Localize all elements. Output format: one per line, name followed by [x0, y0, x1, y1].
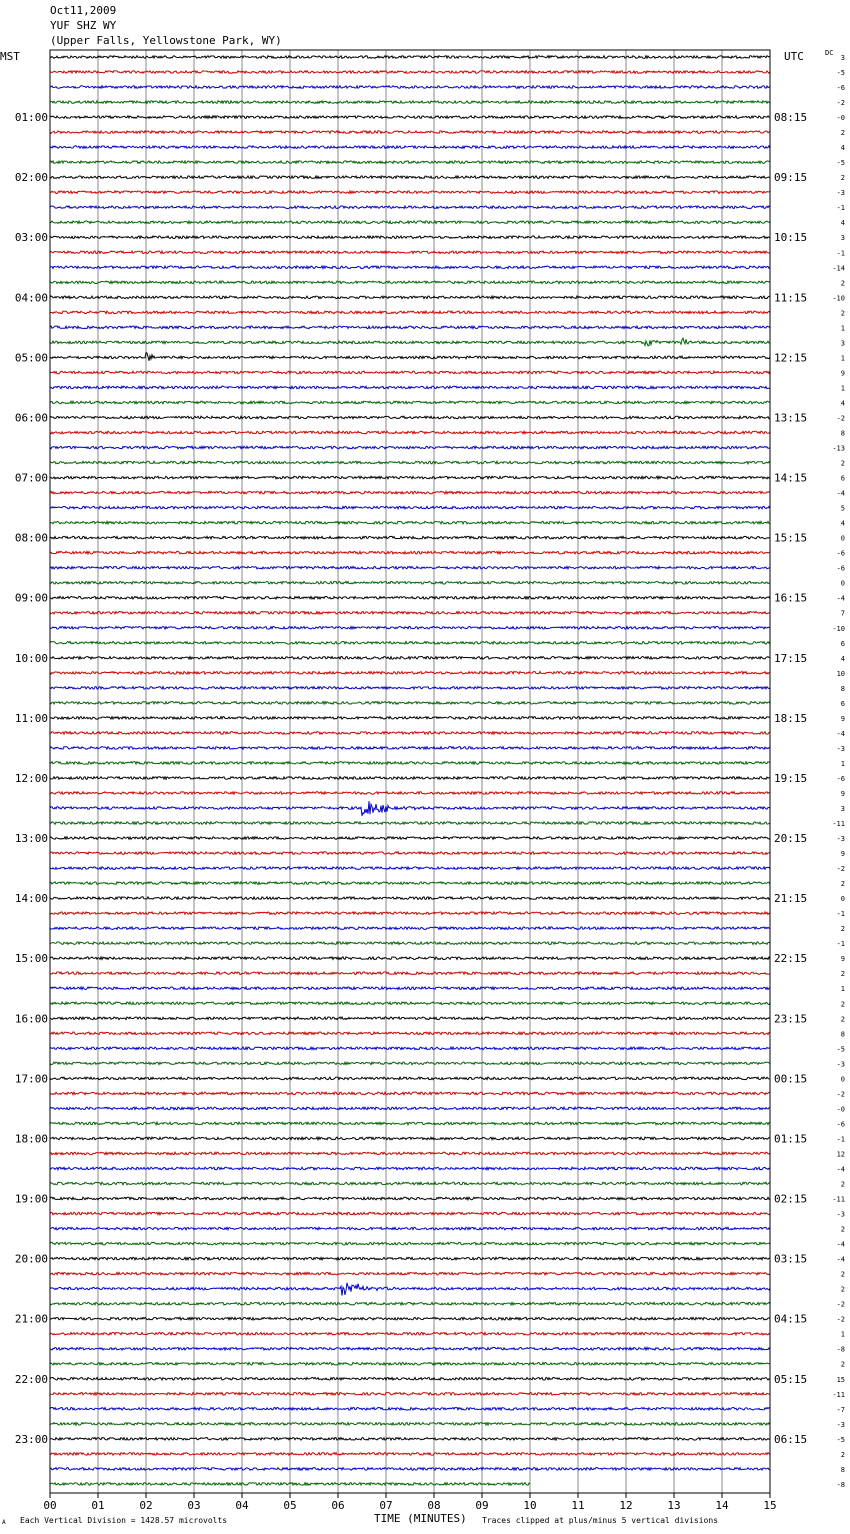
x-tick-label: 06: [331, 1499, 345, 1512]
right-hour-label: 23:15: [774, 1012, 808, 1026]
station-location: (Upper Falls, Yellowstone Park, WY): [50, 34, 282, 47]
dc-offset-label: 6: [840, 639, 845, 648]
dc-offset-label: -5: [836, 159, 845, 168]
dc-offset-label: 0: [840, 1075, 845, 1084]
left-hour-label: 16:00: [14, 1012, 48, 1026]
right-hour-label: 10:15: [774, 231, 808, 245]
left-hour-label: 19:00: [14, 1192, 48, 1206]
trace-line: [50, 611, 770, 614]
trace-line: [50, 1377, 770, 1380]
trace-line: [50, 867, 770, 870]
x-tick-label: 01: [91, 1499, 105, 1512]
dc-offset-label: 2: [840, 174, 845, 183]
dc-offset-label: 8: [840, 1030, 845, 1039]
dc-offset-label: -10: [832, 294, 845, 303]
trace-line: [50, 927, 770, 930]
dc-offset-label: -8: [836, 1480, 845, 1489]
x-tick-label: 13: [667, 1499, 681, 1512]
x-axis-label: TIME (MINUTES): [374, 1512, 467, 1525]
left-hour-label: 23:00: [14, 1432, 48, 1446]
trace-line: [50, 206, 770, 209]
trace-line: [50, 1062, 770, 1065]
dc-offset-label: -0: [836, 114, 845, 123]
dc-offset-label: -4: [836, 1165, 845, 1174]
x-tick-label: 05: [283, 1499, 297, 1512]
trace-line: [50, 1302, 770, 1305]
dc-offset-label: -6: [836, 774, 845, 783]
x-tick-label: 07: [379, 1499, 393, 1512]
dc-offset-label: 12: [836, 1150, 845, 1159]
dc-offset-labels: [832, 54, 845, 1489]
trace-line: [50, 717, 770, 720]
x-tick-label: 09: [475, 1499, 489, 1512]
right-timezone-label: UTC: [784, 50, 804, 63]
dc-offset-label: -14: [832, 264, 845, 273]
left-timezone-label: MST: [0, 50, 20, 63]
right-hour-label: 15:15: [774, 531, 808, 545]
trace-line: [50, 401, 770, 404]
dc-offset-label: -11: [832, 1390, 845, 1399]
dc-offset-label: 3: [840, 54, 845, 62]
trace-line: [50, 1152, 770, 1155]
dc-offset-label: -3: [836, 1420, 845, 1429]
trace-line: [50, 371, 770, 374]
right-hour-labels: [774, 111, 807, 1446]
clip-note: Traces clipped at plus/minus 5 vertical divisions: [482, 1516, 719, 1525]
dc-offset-label: -4: [836, 489, 845, 498]
left-hour-label: 08:00: [14, 531, 48, 545]
right-hour-label: 11:15: [774, 291, 808, 305]
dc-offset-label: 1: [840, 759, 845, 768]
right-hour-label: 08:15: [774, 111, 808, 125]
trace-line: [50, 1107, 770, 1110]
left-hour-labels: [15, 111, 48, 1446]
left-hour-label: 13:00: [14, 832, 48, 846]
trace-line: [50, 957, 770, 960]
trace-line: [50, 672, 770, 675]
dc-offset-label: -3: [836, 189, 845, 198]
trace-line: [50, 822, 770, 825]
trace-line: [50, 536, 770, 539]
right-hour-label: 12:15: [774, 351, 808, 365]
dc-offset-label: 2: [840, 1225, 845, 1234]
trace-line: [50, 762, 770, 765]
dc-header-label: DC: [825, 49, 834, 57]
dc-offset-label: 1: [840, 384, 845, 393]
trace-line: [50, 236, 770, 239]
dc-offset-label: -5: [836, 1435, 845, 1444]
dc-offset-label: -4: [836, 1240, 845, 1249]
trace-line: [50, 386, 770, 389]
right-hour-label: 01:15: [774, 1132, 808, 1146]
x-tick-label: 15: [763, 1499, 777, 1512]
trace-line: [50, 506, 770, 509]
dc-offset-label: 6: [840, 699, 845, 708]
dc-offset-label: -10: [832, 624, 845, 633]
x-tick-label: 12: [619, 1499, 633, 1512]
trace-line: [50, 281, 770, 284]
trace-line: [50, 431, 770, 434]
trace-line: [50, 71, 770, 74]
right-hour-label: 05:15: [774, 1372, 808, 1386]
dc-offset-label: 10: [836, 669, 845, 678]
dc-offset-label: 2: [840, 1360, 845, 1369]
dc-offset-label: 1: [840, 354, 845, 363]
right-hour-label: 03:15: [774, 1252, 808, 1266]
dc-offset-label: -6: [836, 549, 845, 558]
trace-line: [50, 446, 770, 449]
trace-line: [50, 882, 770, 885]
left-hour-label: 15:00: [14, 952, 48, 966]
right-hour-label: 00:15: [774, 1072, 808, 1086]
trace-line: [50, 461, 770, 464]
left-hour-label: 02:00: [14, 171, 48, 185]
trace-line: [50, 1092, 770, 1095]
trace-line: [50, 1017, 770, 1020]
trace-line: [50, 566, 770, 569]
right-hour-label: 06:15: [774, 1432, 808, 1446]
trace-line: [50, 912, 770, 915]
left-hour-label: 10:00: [14, 651, 48, 665]
dc-offset-label: 2: [840, 970, 845, 979]
dc-offset-label: -6: [836, 1120, 845, 1129]
dc-offset-label: -13: [832, 444, 845, 453]
date-title: Oct11,2009: [50, 4, 117, 17]
scale-note: Each Vertical Division = 1428.57 microvolts: [20, 1516, 228, 1525]
trace-line: [50, 116, 770, 119]
dc-offset-label: -2: [836, 1315, 845, 1324]
trace-line: [50, 1468, 770, 1471]
right-hour-label: 17:15: [774, 651, 808, 665]
trace-line: [50, 221, 770, 224]
dc-offset-label: 2: [840, 1000, 845, 1009]
trace-line: [50, 161, 770, 164]
dc-offset-label: 2: [840, 1180, 845, 1189]
dc-offset-label: -3: [836, 835, 845, 844]
dc-offset-label: -3: [836, 1060, 845, 1069]
dc-offset-label: 2: [840, 1450, 845, 1459]
dc-offset-label: 2: [840, 925, 845, 934]
trace-line: [50, 1283, 770, 1296]
station-code: YUF SHZ WY: [50, 19, 117, 32]
trace-line: [50, 687, 770, 690]
x-tick-label: 04: [235, 1499, 249, 1512]
trace-line: [50, 476, 770, 479]
trace-line: [50, 792, 770, 795]
dc-offset-label: -4: [836, 594, 845, 603]
trace-line: [50, 266, 770, 269]
dc-offset-label: 8: [840, 429, 845, 438]
trace-line: [50, 311, 770, 314]
trace-line: [50, 1317, 770, 1320]
trace-line: [50, 1453, 770, 1456]
dc-offset-label: -1: [836, 1135, 845, 1144]
trace-line: [50, 86, 770, 89]
trace-line: [50, 1137, 770, 1140]
dc-offset-label: -1: [836, 940, 845, 949]
dc-offset-label: 1: [840, 985, 845, 994]
dc-offset-label: 5: [840, 504, 845, 513]
trace-line: [50, 987, 770, 990]
right-hour-label: 02:15: [774, 1192, 808, 1206]
trace-line: [50, 942, 770, 945]
trace-line: [50, 1408, 770, 1411]
dc-offset-label: 9: [840, 789, 845, 798]
dc-offset-label: 2: [840, 880, 845, 889]
trace-line: [50, 626, 770, 629]
trace-line: [50, 702, 770, 705]
dc-offset-label: -8: [836, 1345, 845, 1354]
trace-line: [50, 732, 770, 735]
right-hour-label: 19:15: [774, 771, 808, 785]
dc-offset-label: 7: [840, 609, 845, 618]
trace-line: [50, 296, 770, 299]
right-hour-label: 20:15: [774, 832, 808, 846]
dc-offset-label: 9: [840, 955, 845, 964]
dc-offset-label: 3: [840, 234, 845, 243]
dc-offset-label: -4: [836, 729, 845, 738]
right-hour-label: 04:15: [774, 1312, 808, 1326]
dc-offset-label: -11: [832, 1195, 845, 1204]
x-tick-label: 03: [187, 1499, 201, 1512]
dc-offset-label: -2: [836, 1090, 845, 1099]
x-tick-label: 14: [715, 1499, 729, 1512]
trace-line: [50, 581, 770, 584]
left-hour-label: 17:00: [14, 1072, 48, 1086]
dc-offset-label: -5: [836, 1045, 845, 1054]
dc-offset-label: -4: [836, 1255, 845, 1264]
dc-offset-label: 1: [840, 1330, 845, 1339]
trace-line: [50, 747, 770, 750]
x-tick-label: 10: [523, 1499, 537, 1512]
trace-line: [50, 1438, 770, 1441]
dc-offset-label: -11: [832, 820, 845, 829]
dc-offset-label: 2: [840, 1285, 845, 1294]
seismic-traces: [50, 56, 770, 1485]
dc-offset-label: 1: [840, 324, 845, 333]
right-hour-label: 16:15: [774, 591, 808, 605]
right-hour-label: 21:15: [774, 892, 808, 906]
dc-offset-label: 3: [840, 805, 845, 813]
right-hour-label: 13:15: [774, 411, 808, 425]
trace-line: [50, 641, 770, 644]
trace-line: [50, 1272, 770, 1275]
trace-line: [50, 972, 770, 975]
x-axis-ticks: [43, 1493, 776, 1512]
trace-line: [50, 1077, 770, 1080]
dc-offset-label: 4: [840, 519, 845, 528]
dc-offset-label: 0: [840, 534, 845, 543]
dc-offset-label: 2: [840, 279, 845, 288]
dc-offset-label: 2: [840, 309, 845, 318]
trace-line: [50, 1347, 770, 1350]
dc-offset-label: 2: [840, 129, 845, 138]
dc-offset-label: -2: [836, 865, 845, 874]
trace-line: [50, 56, 770, 59]
dc-offset-label: 2: [840, 1015, 845, 1024]
trace-line: [50, 1182, 770, 1185]
trace-line: [50, 1197, 770, 1200]
trace-line: [50, 1212, 770, 1215]
dc-offset-label: -3: [836, 1210, 845, 1219]
dc-offset-label: 9: [840, 850, 845, 859]
trace-line: [50, 491, 770, 494]
left-hour-label: 12:00: [14, 771, 48, 785]
left-hour-label: 20:00: [14, 1252, 48, 1266]
left-hour-label: 22:00: [14, 1372, 48, 1386]
left-hour-label: 03:00: [14, 231, 48, 245]
trace-line: [50, 1392, 770, 1395]
dc-offset-label: -2: [836, 414, 845, 423]
trace-line: [50, 1257, 770, 1260]
trace-line: [50, 837, 770, 840]
dc-offset-label: 3: [840, 339, 845, 348]
left-hour-label: 18:00: [14, 1132, 48, 1146]
trace-line: [50, 176, 770, 179]
right-hour-label: 14:15: [774, 471, 808, 485]
dc-offset-label: 4: [840, 654, 845, 663]
trace-line: [50, 101, 770, 104]
dc-offset-label: 9: [840, 714, 845, 723]
trace-line: [50, 1242, 770, 1245]
dc-offset-label: 0: [840, 895, 845, 904]
trace-line: [50, 1227, 770, 1230]
left-hour-label: 01:00: [14, 111, 48, 125]
trace-line: [50, 191, 770, 194]
left-hour-label: 21:00: [14, 1312, 48, 1326]
dc-offset-label: -6: [836, 84, 845, 93]
trace-line: [50, 1122, 770, 1125]
dc-offset-label: -2: [836, 99, 845, 108]
right-hour-label: 18:15: [774, 711, 808, 725]
dc-offset-label: 4: [840, 144, 845, 153]
dc-offset-label: 4: [840, 219, 845, 228]
corner-mark: A: [2, 1519, 6, 1526]
x-tick-label: 08: [427, 1499, 441, 1512]
dc-offset-label: -3: [836, 744, 845, 753]
trace-line: [50, 657, 770, 660]
trace-line: [50, 801, 770, 816]
dc-offset-label: -0: [836, 1105, 845, 1114]
trace-line: [50, 521, 770, 524]
trace-line: [50, 131, 770, 134]
right-hour-label: 22:15: [774, 952, 808, 966]
trace-line: [50, 338, 770, 346]
trace-line: [50, 551, 770, 554]
dc-offset-label: 15: [836, 1375, 845, 1384]
dc-offset-label: 4: [840, 399, 845, 408]
left-hour-label: 11:00: [14, 711, 48, 725]
trace-line: [50, 1362, 770, 1365]
trace-line: [50, 251, 770, 254]
dc-offset-label: 6: [840, 474, 845, 483]
left-hour-label: 06:00: [14, 411, 48, 425]
dc-offset-label: -1: [836, 204, 845, 213]
dc-offset-label: -1: [836, 249, 845, 258]
dc-offset-label: -6: [836, 564, 845, 573]
dc-offset-label: 8: [840, 1465, 845, 1474]
left-hour-label: 04:00: [14, 291, 48, 305]
dc-offset-label: 2: [840, 459, 845, 468]
trace-line: [50, 1047, 770, 1050]
dc-offset-label: 0: [840, 579, 845, 588]
dc-offset-label: -7: [836, 1405, 845, 1414]
x-tick-label: 00: [43, 1499, 57, 1512]
trace-line: [50, 326, 770, 329]
left-hour-label: 09:00: [14, 591, 48, 605]
trace-line: [50, 777, 770, 780]
dc-offset-label: -1: [836, 910, 845, 919]
trace-line: [50, 146, 770, 149]
trace-line: [50, 353, 770, 361]
left-hour-label: 07:00: [14, 471, 48, 485]
x-tick-label: 02: [139, 1499, 153, 1512]
dc-offset-label: -5: [836, 69, 845, 78]
dc-offset-label: 2: [840, 1270, 845, 1279]
right-hour-label: 09:15: [774, 171, 808, 185]
trace-line: [50, 897, 770, 900]
trace-line: [50, 1032, 770, 1035]
trace-line: [50, 1332, 770, 1335]
dc-offset-label: -2: [836, 1300, 845, 1309]
trace-line: [50, 416, 770, 419]
dc-offset-label: 9: [840, 369, 845, 378]
x-tick-label: 11: [571, 1499, 585, 1512]
trace-line: [50, 1167, 770, 1170]
trace-line: [50, 1002, 770, 1005]
trace-line: [50, 596, 770, 599]
trace-line: [50, 852, 770, 855]
trace-line: [50, 1423, 770, 1426]
dc-offset-label: 8: [840, 684, 845, 693]
left-hour-label: 05:00: [14, 351, 48, 365]
left-hour-label: 14:00: [14, 892, 48, 906]
